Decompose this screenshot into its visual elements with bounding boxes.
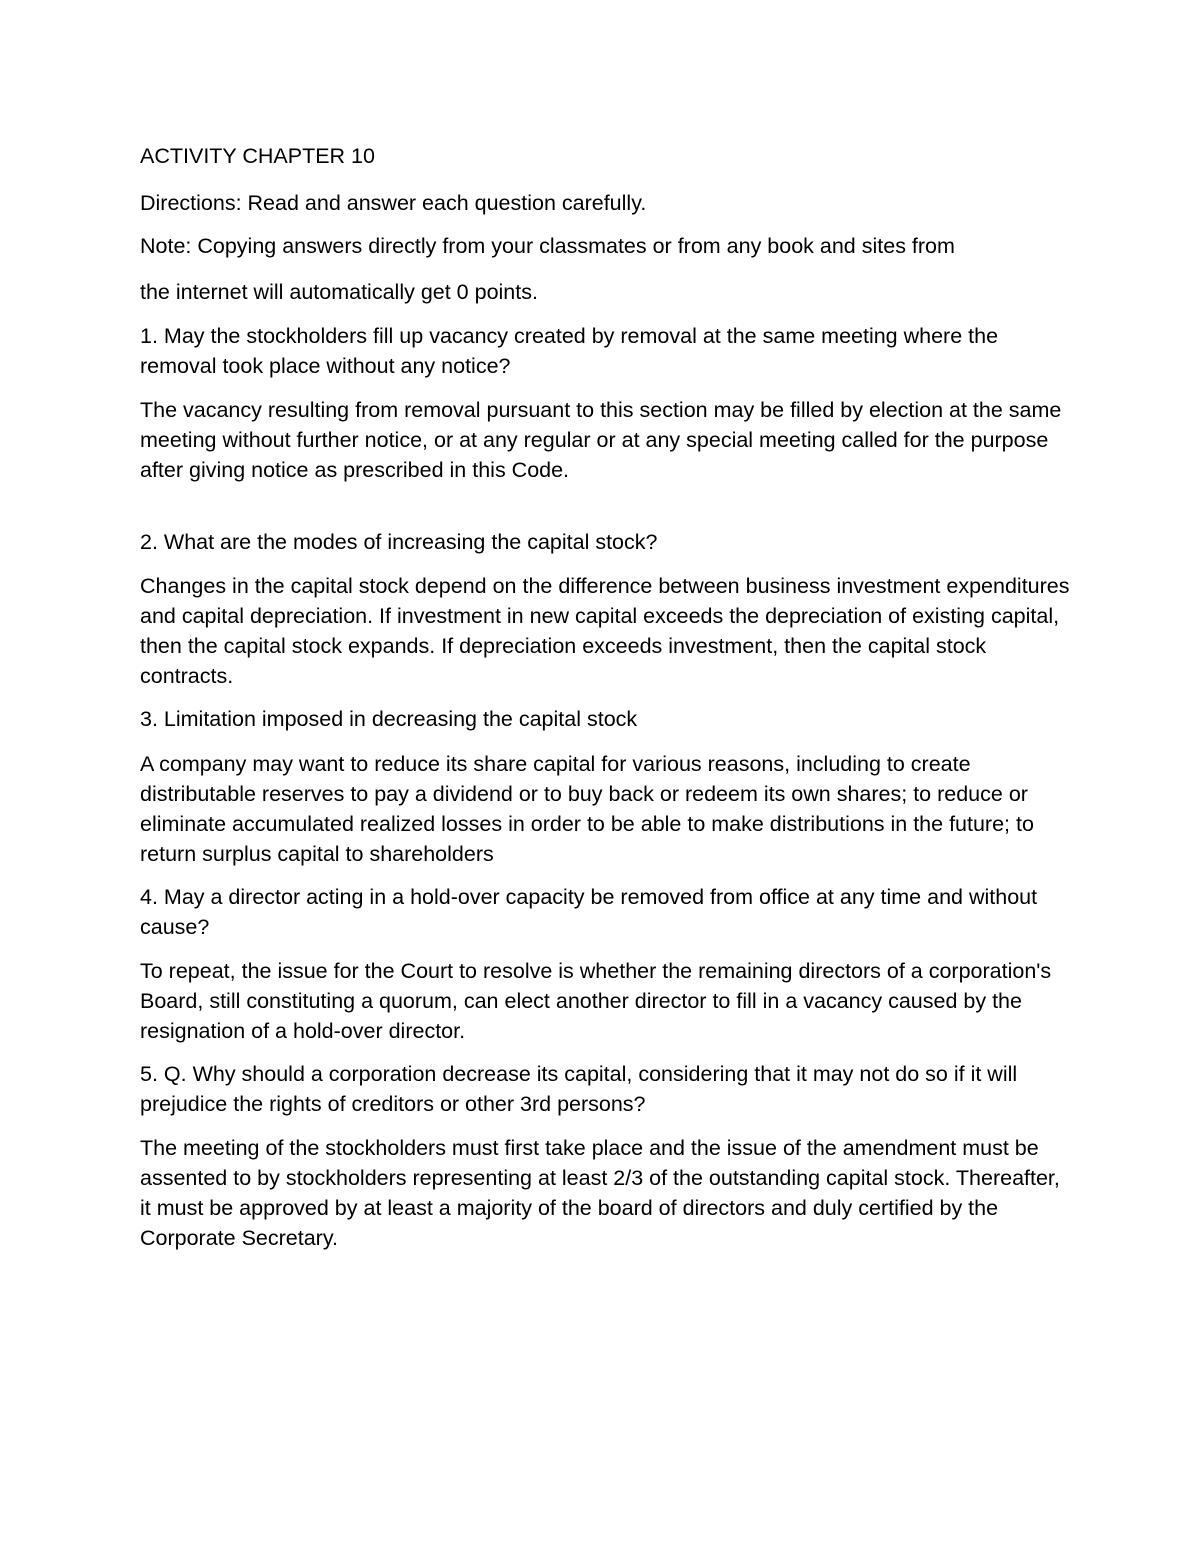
question-1: 1. May the stockholders fill up vacancy created by removal at the same meeting where the removal took place without any notice?: [140, 324, 999, 378]
question-5: 5. Q. Why should a corporation decrease its capital, considering that it may not do so if it will prejudice the rights of creditors or other 3rd persons?: [140, 1062, 1018, 1116]
note-text-line-1: Note: Copying answers directly from your classmates or from any book and sites from: [140, 234, 955, 258]
answer-1: The vacancy resulting from removal pursuant to this section may be filled by election at the same meeting without further notice, or at any regular or at any special meeting called for the purpose after giving notice as prescribed in this Code.: [140, 398, 1062, 482]
document-title: ACTIVITY CHAPTER 10: [140, 144, 375, 168]
question-3: 3. Limitation imposed in decreasing the capital stock: [140, 707, 638, 731]
directions-text: Directions: Read and answer each question carefully.: [140, 191, 647, 215]
answer-4: To repeat, the issue for the Court to resolve is whether the remaining directors of a corporation's Board, still constituting a quorum, can elect another director to fill in a vacancy caused by the resignation of a hold-over director.: [140, 959, 1052, 1043]
answer-2: Changes in the capital stock depend on the difference between business investment expenditures and capital depreciation. If investment in new capital exceeds the depreciation of existing capital, then the capital stock expands. If depreciation exceeds investment, then the capital stock contracts.: [140, 574, 1070, 688]
question-2: 2. What are the modes of increasing the capital stock?: [140, 530, 658, 554]
answer-3: A company may want to reduce its share capital for various reasons, including to create distributable reserves to pay a dividend or to buy back or redeem its own shares; to reduce or eliminate accumulated realized losses in order to be able to make distributions in the future; to return surplus capital to shareholders: [140, 752, 1034, 866]
note-text-line-2: the internet will automatically get 0 points.: [140, 280, 538, 304]
answer-5: The meeting of the stockholders must first take place and the issue of the amendment must be assented to by stockholders representing at least 2/3 of the outstanding capital stock. Thereafter, it must be approved by at least a majority of the board of directors and duly certified by the Corporate Secretary.: [140, 1136, 1060, 1250]
question-4: 4. May a director acting in a hold-over capacity be removed from office at any time and without cause?: [140, 885, 1038, 939]
